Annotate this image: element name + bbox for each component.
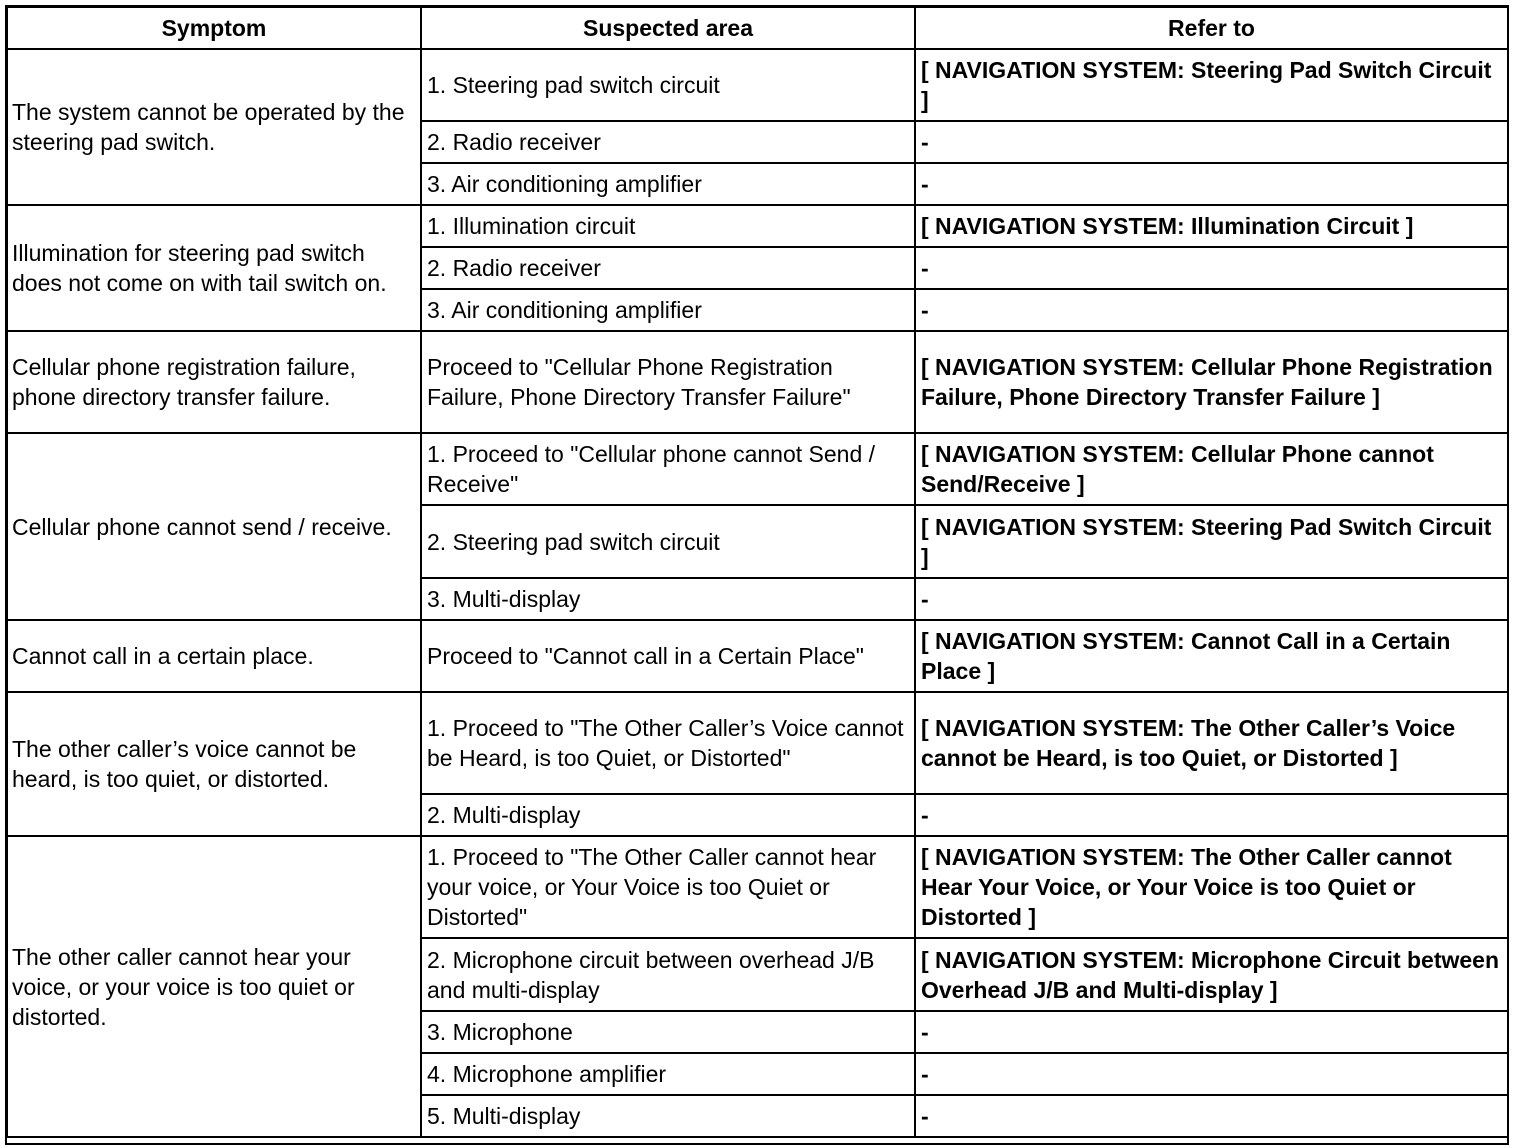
symptom-cell: The other caller cannot hear your voice, or your voice is too quiet or distorted. — [7, 836, 421, 1137]
table-row — [7, 205, 1508, 247]
symptom-cell: The system cannot be operated by the steering pad switch. — [7, 49, 421, 205]
refer-to-cell: - — [915, 794, 1508, 836]
suspected-area-cell: 1. Illumination circuit — [421, 205, 915, 247]
suspected-area-cell: 2. Multi-display — [421, 794, 915, 836]
refer-to-cell: [ NAVIGATION SYSTEM: Steering Pad Switch Circuit ] — [915, 505, 1508, 578]
refer-to-cell: - — [915, 121, 1508, 163]
refer-to-cell: [ NAVIGATION SYSTEM: The Other Caller’s Voice cannot be Heard, is too Quiet, or Distorted ] — [915, 692, 1508, 794]
table-row — [7, 836, 1508, 938]
table-row — [7, 433, 1508, 505]
refer-to-cell: [ NAVIGATION SYSTEM: The Other Caller cannot Hear Your Voice, or Your Voice is too Quiet or Distorted ] — [915, 836, 1508, 938]
table-row — [7, 49, 1508, 121]
header-suspected-area: Suspected area — [421, 7, 915, 49]
refer-to-cell: - — [915, 578, 1508, 620]
suspected-area-cell: 2. Microphone circuit between overhead J/B and multi-display — [421, 938, 915, 1011]
table-row — [7, 692, 1508, 794]
suspected-area-cell: 5. Multi-display — [421, 1095, 915, 1137]
suspected-area-cell: 3. Air conditioning amplifier — [421, 289, 915, 331]
suspected-area-cell: 1. Proceed to "The Other Caller’s Voice cannot be Heard, is too Quiet, or Distorted" — [421, 692, 915, 794]
symptom-cell: Cannot call in a certain place. — [7, 620, 421, 692]
suspected-area-cell: 3. Multi-display — [421, 578, 915, 620]
symptom-cell: Illumination for steering pad switch does not come on with tail switch on. — [7, 205, 421, 331]
refer-to-cell: - — [915, 1095, 1508, 1137]
suspected-area-cell: 4. Microphone amplifier — [421, 1053, 915, 1095]
header-symptom: Symptom — [7, 7, 421, 49]
refer-to-cell: - — [915, 289, 1508, 331]
refer-to-cell: [ NAVIGATION SYSTEM: Steering Pad Switch Circuit ] — [915, 49, 1508, 121]
header-refer-to: Refer to — [915, 7, 1508, 49]
suspected-area-cell: 3. Microphone — [421, 1011, 915, 1053]
refer-to-cell: [ NAVIGATION SYSTEM: Cannot Call in a Certain Place ] — [915, 620, 1508, 692]
suspected-area-cell: 1. Proceed to "The Other Caller cannot hear your voice, or Your Voice is too Quiet or Distorted" — [421, 836, 915, 938]
symptom-cell: Cellular phone cannot send / receive. — [7, 433, 421, 620]
suspected-area-cell: Proceed to "Cellular Phone Registration Failure, Phone Directory Transfer Failure" — [421, 331, 915, 433]
suspected-area-cell: 2. Radio receiver — [421, 121, 915, 163]
refer-to-cell: [ NAVIGATION SYSTEM: Illumination Circuit ] — [915, 205, 1508, 247]
refer-to-cell: [ NAVIGATION SYSTEM: Cellular Phone cannot Send/Receive ] — [915, 433, 1508, 505]
refer-to-cell: - — [915, 163, 1508, 205]
refer-to-cell: [ NAVIGATION SYSTEM: Microphone Circuit between Overhead J/B and Multi-display ] — [915, 938, 1508, 1011]
troubleshooting-table — [6, 6, 1509, 1138]
suspected-area-cell: 3. Air conditioning amplifier — [421, 163, 915, 205]
suspected-area-cell: 1. Proceed to "Cellular phone cannot Send / Receive" — [421, 433, 915, 505]
refer-to-cell: - — [915, 1011, 1508, 1053]
suspected-area-cell: 2. Radio receiver — [421, 247, 915, 289]
refer-to-cell: - — [915, 1053, 1508, 1095]
symptom-cell: Cellular phone registration failure, phone directory transfer failure. — [7, 331, 421, 433]
suspected-area-cell: 1. Steering pad switch circuit — [421, 49, 915, 121]
table-row — [7, 331, 1508, 433]
header-row — [7, 7, 1508, 49]
suspected-area-cell: 2. Steering pad switch circuit — [421, 505, 915, 578]
symptom-cell: The other caller’s voice cannot be heard, is too quiet, or distorted. — [7, 692, 421, 836]
suspected-area-cell: Proceed to "Cannot call in a Certain Place" — [421, 620, 915, 692]
table-row — [7, 620, 1508, 692]
refer-to-cell: [ NAVIGATION SYSTEM: Cellular Phone Registration Failure, Phone Directory Transfer Failure ] — [915, 331, 1508, 433]
table-body — [7, 49, 1508, 1137]
refer-to-cell: - — [915, 247, 1508, 289]
